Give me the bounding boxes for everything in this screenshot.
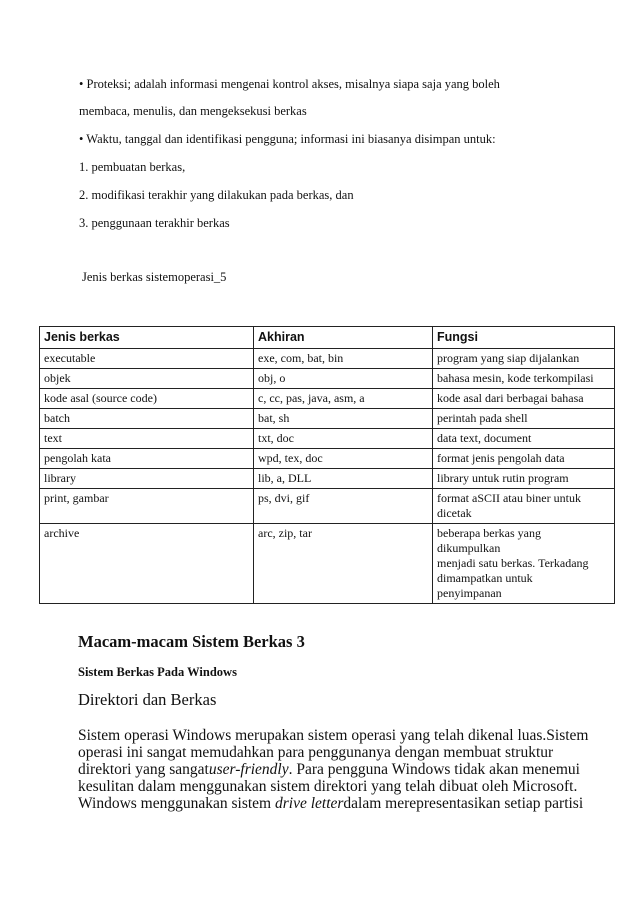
cell-akhiran (254, 469, 433, 489)
cell-text: menjadi satu berkas. Terkadang (437, 556, 589, 570)
paragraph-windows (78, 727, 589, 812)
table-row (40, 489, 615, 524)
text-run: Windows menggunakan sistem (78, 795, 275, 812)
list-item-2: 2. modifikasi terakhir yang dilakukan pada berkas, dan (79, 188, 354, 202)
cell-text: txt, doc (258, 431, 294, 445)
cell-jenis (40, 449, 254, 469)
table-header-row (40, 327, 615, 349)
header-akhiran: Akhiran (254, 327, 433, 349)
cell-text: obj, o (258, 371, 286, 385)
cell-text: objek (44, 371, 71, 385)
table-row (40, 389, 615, 409)
cell-fungsi (433, 449, 615, 469)
cell-text: perintah pada shell (437, 411, 528, 425)
cell-akhiran (254, 524, 433, 604)
subheading: Sistem Berkas Pada Windows (78, 665, 237, 679)
list-item-3: 3. penggunaan terakhir berkas (79, 216, 230, 230)
cell-text: program yang siap dijalankan (437, 351, 580, 365)
cell-text: archive (44, 526, 80, 540)
section-heading: Macam-macam Sistem Berkas 3 (78, 632, 305, 651)
paragraph-line: kesulitan dalam menggunakan sistem direktori yang telah dibuat oleh Microsoft. (78, 778, 578, 795)
cell-text: data text, document (437, 431, 532, 445)
cell-fungsi (433, 349, 615, 369)
cell-akhiran (254, 449, 433, 469)
cell-fungsi (433, 369, 615, 389)
cell-fungsi (433, 429, 615, 449)
cell-text: format aSCII atau biner untuk (437, 491, 581, 505)
bullet-proteksi: • Proteksi; adalah informasi mengenai kontrol akses, misalnya siapa saja yang boleh (79, 77, 500, 91)
cell-text: print, gambar (44, 491, 109, 505)
cell-fungsi (433, 389, 615, 409)
bullet-proteksi-cont: membaca, menulis, dan mengeksekusi berkas (79, 104, 307, 118)
bullet-waktu: • Waktu, tanggal dan identifikasi pengguna; informasi ini biasanya disimpan untuk: (79, 132, 496, 146)
table-body (40, 349, 615, 604)
paragraph-line (78, 761, 580, 778)
cell-text: kode asal dari berbagai bahasa (437, 391, 584, 405)
paragraph-line: operasi ini sangat memudahkan para penggunanya dengan membuat struktur (78, 744, 554, 761)
table-caption: Jenis berkas sistemoperasi_5 (82, 270, 227, 284)
cell-text: format jenis pengolah data (437, 451, 565, 465)
cell-text: ps, dvi, gif (258, 491, 310, 505)
table-row (40, 524, 615, 604)
cell-text: dikumpulkan (437, 541, 501, 555)
header-fungsi: Fungsi (433, 327, 615, 349)
subsection-heading: Direktori dan Berkas (78, 690, 217, 709)
cell-jenis (40, 429, 254, 449)
table-row (40, 429, 615, 449)
cell-text: lib, a, DLL (258, 471, 312, 485)
cell-jenis (40, 389, 254, 409)
text-run: direktori yang sangat (78, 761, 209, 778)
cell-text: arc, zip, tar (258, 526, 312, 540)
cell-text: batch (44, 411, 70, 425)
cell-text: kode asal (source code) (44, 391, 157, 405)
cell-text: text (44, 431, 62, 445)
cell-fungsi (433, 489, 615, 524)
cell-akhiran (254, 389, 433, 409)
table-row (40, 469, 615, 489)
italic-term: drive letter (274, 795, 344, 812)
cell-akhiran (254, 429, 433, 449)
list-item-1: 1. pembuatan berkas, (79, 160, 186, 174)
cell-text: wpd, tex, doc (258, 451, 323, 465)
cell-jenis (40, 349, 254, 369)
cell-text: c, cc, pas, java, asm, a (258, 391, 365, 405)
cell-text: bahasa mesin, kode terkompilasi (437, 371, 594, 385)
cell-jenis (40, 524, 254, 604)
cell-text: exe, com, bat, bin (258, 351, 344, 365)
cell-text: beberapa berkas yang (437, 526, 541, 540)
cell-akhiran (254, 409, 433, 429)
text-run: . Para pengguna Windows tidak akan menemui (288, 761, 580, 778)
cell-jenis (40, 469, 254, 489)
text-run: dalam merepresentasikan setiap partisi (343, 795, 584, 812)
cell-text: library untuk rutin program (437, 471, 569, 485)
paragraph-line: Sistem operasi Windows merupakan sistem operasi yang telah dikenal luas.Sistem (78, 727, 589, 744)
table-row (40, 369, 615, 389)
paragraph-line (78, 795, 584, 812)
header-jenis: Jenis berkas (40, 327, 254, 349)
file-types-table (39, 326, 615, 604)
cell-jenis (40, 409, 254, 429)
cell-fungsi (433, 524, 615, 604)
cell-fungsi (433, 469, 615, 489)
cell-text: executable (44, 351, 96, 365)
cell-text: bat, sh (258, 411, 290, 425)
table-row (40, 349, 615, 369)
cell-text: pengolah kata (44, 451, 111, 465)
cell-akhiran (254, 369, 433, 389)
cell-jenis (40, 489, 254, 524)
cell-text: dicetak (437, 506, 472, 520)
cell-akhiran (254, 349, 433, 369)
table-row (40, 449, 615, 469)
italic-term: user-friendly (208, 761, 289, 778)
cell-akhiran (254, 489, 433, 524)
cell-text: dimampatkan untuk (437, 571, 533, 585)
cell-text: library (44, 471, 76, 485)
cell-jenis (40, 369, 254, 389)
cell-fungsi (433, 409, 615, 429)
table-row (40, 409, 615, 429)
cell-text: penyimpanan (437, 586, 502, 600)
